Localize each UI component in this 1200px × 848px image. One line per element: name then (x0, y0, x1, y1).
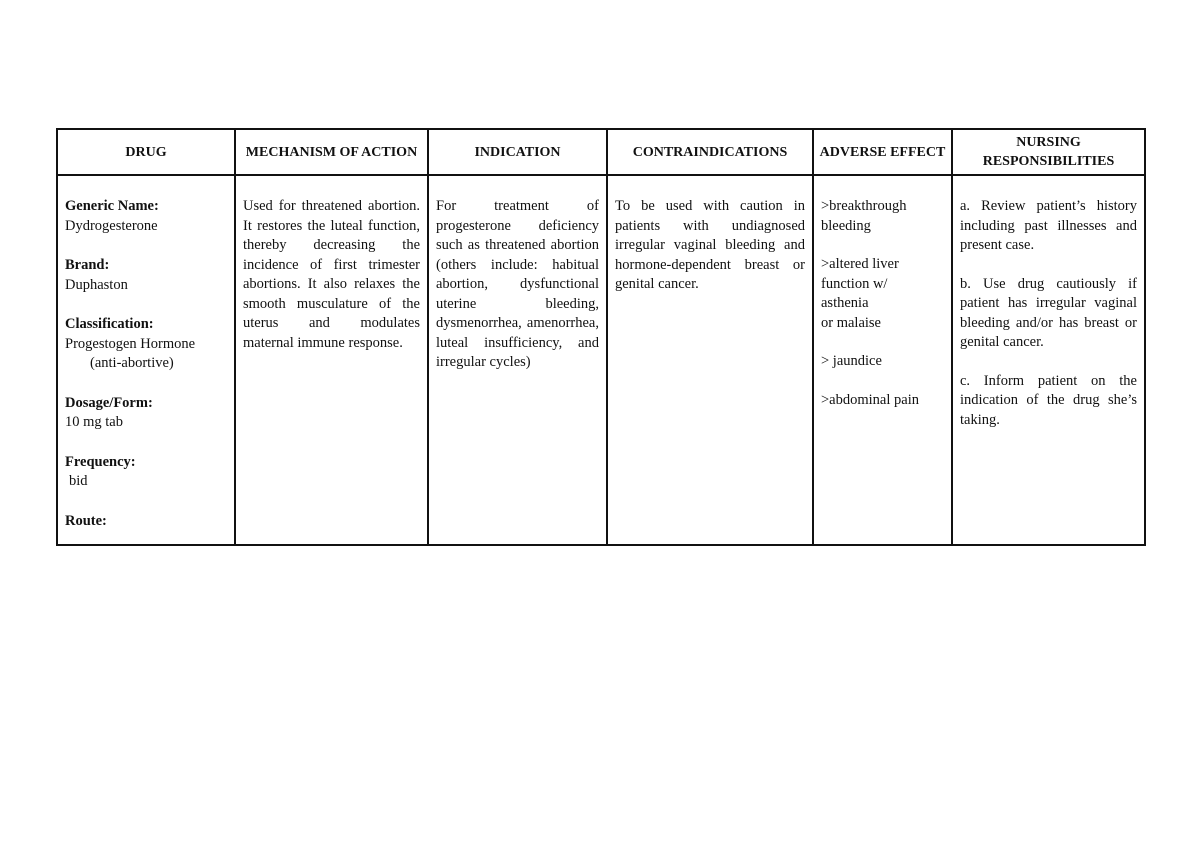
generic-name-value: Dydrogesterone (65, 217, 158, 234)
classification-label: Classification: (65, 316, 154, 332)
generic-name-label: Generic Name: (65, 198, 159, 214)
table-row (57, 175, 1145, 545)
nursing-responsibilities-cell (952, 175, 1145, 545)
adverse-item: > jaundice (821, 353, 882, 369)
adverse-effect-cell (813, 175, 952, 545)
header-mechanism: MECHANISM OF ACTION (235, 129, 428, 175)
header-row (57, 129, 1145, 175)
drug-cell (57, 175, 235, 545)
brand-label: Brand: (65, 257, 110, 273)
dosage-label: Dosage/Form: (65, 394, 153, 411)
adverse-item-cont: or malaise (821, 314, 881, 331)
header-nursing-responsibilities: NURSING RESPONSIBILITIES (952, 129, 1145, 175)
frequency-value: bid (69, 473, 88, 489)
classification-value: Progestogen Hormone (65, 335, 196, 352)
header-contraindications: CONTRAINDICATIONS (607, 129, 813, 175)
nursing-item-a: a. Review patient’s history including past illnesses and present case. (960, 198, 1137, 253)
header-drug: DRUG (57, 129, 235, 175)
route-label: Route: (65, 512, 107, 529)
adverse-item: >altered liver (821, 256, 899, 272)
drug-study-table (56, 128, 1146, 546)
frequency-label: Frequency: (65, 453, 136, 470)
adverse-item: >abdominal pain (821, 391, 919, 408)
mechanism-cell: Used for threatened abortion. It restores the luteal function, thereby decreasing the incidence of first trimester abortions. It also relaxes the smooth musculature of the uterus and modulates maternal immune response. (235, 175, 428, 545)
nursing-item-b: b. Use drug cautiously if patient has irregular vaginal bleeding and/or has breast or genital cancer. (960, 275, 1137, 350)
adverse-item-cont: function w/ (821, 275, 888, 292)
header-adverse-effect: ADVERSE EFFECT (813, 129, 952, 175)
brand-value: Duphaston (65, 276, 128, 293)
adverse-item: >breakthrough bleeding (821, 198, 907, 234)
indication-cell: For treatment of progesterone deficiency such as threatened abortion (others include: habitual abortion, dysfunctional uterine bleeding, dysmenorrhea, amenorrhea, luteal insufficiency, and irregular cycles) (428, 175, 607, 545)
contraindications-cell: To be used with caution in patients with undiagnosed irregular vaginal bleeding and hormone-dependent breast or genital cancer. (607, 175, 813, 545)
header-indication: INDICATION (428, 129, 607, 175)
nursing-item-c: c. Inform patient on the indication of the drug she’s taking. (960, 372, 1137, 428)
adverse-item-cont: asthenia (821, 295, 869, 311)
classification-sub: (anti-abortive) (90, 355, 174, 371)
dosage-value: 10 mg tab (65, 414, 123, 430)
